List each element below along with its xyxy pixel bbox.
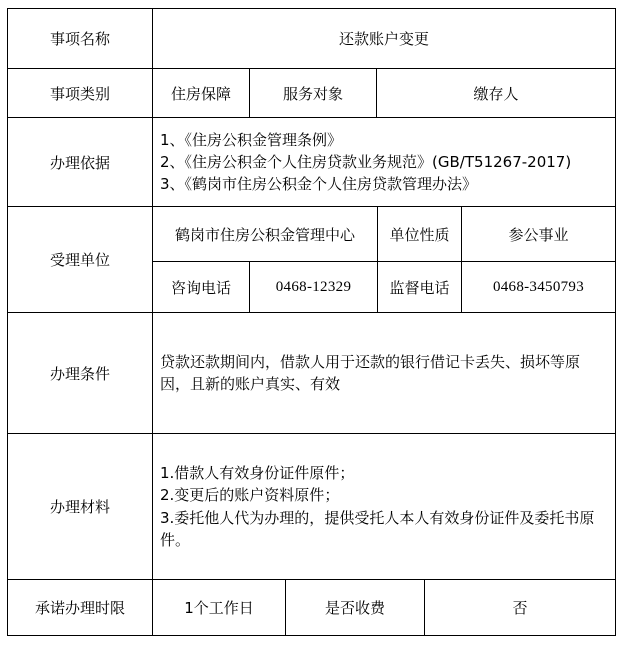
- materials-item: 1.借款人有效身份证件原件；: [160, 463, 355, 482]
- service-target-value: 缴存人: [376, 68, 616, 118]
- item-name-label: 事项名称: [7, 8, 153, 69]
- basis-item: 2、《住房公积金个人住房贷款业务规范》(GB/T51267-2017): [160, 153, 572, 171]
- materials-value: [152, 433, 616, 580]
- service-info-table: [7, 8, 616, 636]
- conditions-value: [152, 312, 616, 434]
- basis-item: 3、《鹤岗市住房公积金个人住房贷款管理办法》: [160, 175, 478, 193]
- supervise-phone-label: 监督电话: [377, 261, 462, 313]
- basis-list: [160, 129, 571, 195]
- unit-nature-value: 参公事业: [461, 206, 616, 262]
- unit-name: 鹤岗市住房公积金管理中心: [152, 206, 378, 262]
- basis-label: 办理依据: [7, 117, 153, 207]
- unit-nature-label: 单位性质: [377, 206, 462, 262]
- item-type-label: 事项类别: [7, 68, 153, 118]
- materials-item: 3.委托他人代为办理的，提供受托人本人有效身份证件及委托书原件。: [160, 508, 595, 549]
- item-type-value: 住房保障: [152, 68, 250, 118]
- time-limit-label: 承诺办理时限: [7, 579, 153, 636]
- materials-label: 办理材料: [7, 433, 153, 580]
- materials-list: [160, 462, 609, 552]
- conditions-label: 办理条件: [7, 312, 153, 434]
- consult-phone-label: 咨询电话: [152, 261, 250, 313]
- materials-item: 2.变更后的账户资料原件；: [160, 486, 340, 504]
- service-target-label: 服务对象: [249, 68, 377, 118]
- item-name-value: 还款账户变更: [152, 8, 616, 69]
- basis-value: [152, 117, 616, 207]
- consult-phone-value: 0468-12329: [249, 261, 378, 313]
- conditions-text: 贷款还款期间内，借款人用于还款的银行借记卡丢失、损坏等原因，且新的账户真实、有效: [160, 352, 581, 393]
- basis-item: 1、《住房公积金管理条例》: [160, 131, 343, 149]
- fee-value: 否: [424, 579, 616, 636]
- time-limit-value: 1个工作日: [152, 579, 286, 636]
- supervise-phone-value: 0468-3450793: [461, 261, 616, 313]
- unit-label: 受理单位: [7, 206, 153, 313]
- fee-label: 是否收费: [285, 579, 425, 636]
